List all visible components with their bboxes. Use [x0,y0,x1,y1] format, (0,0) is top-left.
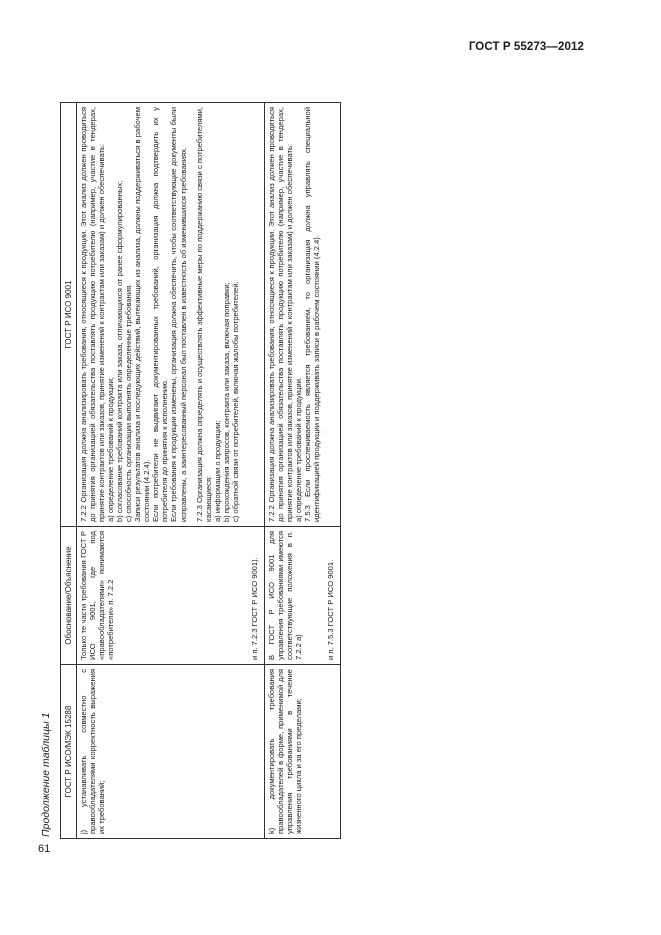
justification-text: В ГОСТ Р ИСО 9001 для управления требованиями имеются соответствующие положения в п. 7.2.2 а) [267,531,304,660]
justification-text: и п. 7.5.3 ГОСТ Р ИСО 9001. [326,559,336,660]
table-cell [77,103,265,527]
justification-text: и п. 7.2.3 ГОСТ Р ИСО 9001). [250,557,260,660]
table-cell [265,527,341,665]
clause-text: Записи результатов анализа и последующих действий, вытекающих из анализа, должны поддерживаться в рабочем состоянии (4.2.4). [133,107,152,522]
column-header: ГОСТ Р ИСО 9001 [61,103,77,527]
clause-text: b) прохождения запросов, контракта или заказа, включая поправки; [221,282,231,522]
table-cell [77,527,265,665]
table-cell [265,103,341,527]
table-cell [265,665,341,839]
document-standard-header: ГОСТ Р 55273—2012 [468,41,584,53]
column-header: Обоснование/Объяснение [61,527,77,665]
requirement-text: k) документировать требования правообладателей в форме, применимой для управления требованиями в течение жизненного цикла и за его пределами; [267,669,304,834]
column-header: ГОСТ Р ИСО/МЭК 15288 [61,665,77,839]
clause-text: a) определение требований к продукции; [106,377,116,522]
requirement-text: j) устанавливать совместно с правообладателями корректность выражения их требований; [79,669,107,834]
rotated-table-page [40,103,600,843]
table-header-row [61,103,77,839]
clause-text: Если потребители не выдвигают документированных требований, организация должна подтвердить их у потребителя до принятия к исполнению. [151,107,170,522]
clause-text: 7.5.3 Если прослеживаемость является требованием, то организация должна управлять специальной идентификацией продукции и поддерживать записи в рабочем состоянии (4.2.4). [303,107,322,522]
table-cell [77,665,265,839]
comparison-table [60,102,341,839]
clause-text: Если требования к продукции изменены, организация должна обеспечить, чтобы соответствующие документы были исправлены, а заинтересованный персонал был поставлен в известность об изменившихся требованиях. [169,107,188,522]
clause-text: 7.2.3 Организация должна определять и осуществлять эффективные меры по поддержанию связи с потребителями, касающиеся: [194,107,213,522]
table-caption: Продолжение таблицы 1 [40,712,52,837]
clause-text: b) согласование требований контракта или заказа, отличающихся от ранее сформулированных; [115,180,125,522]
clause-text: c) способность организации выполнять определенные требования. [124,283,134,522]
clause-text: 7.2.2 Организация должна анализировать требования, относящиеся к продукции. Этот анализ должен проводиться до принятия организацией обязательства поставлять продукцию потребителю (например, участие в тендерах, принятие контрактов или заказов, принятие изменений к контрактам или заказам) и должен обеспечивать: [79,107,107,522]
clause-text: c) обратной связи от потребителей, включая жалобы потребителей. [230,281,240,522]
table-row [77,103,265,839]
page-number: 61 [38,843,51,855]
clause-text: 7.2.2 Организация должна анализировать требования, относящиеся к продукции. Этот анализ должен проводиться до принятия организацией обязательства поставлять продукцию потребителю (например, участие в тендерах, принятие контрактов или заказов, принятие изменений к контрактам или заказам) и должен обеспечивать: [267,107,295,522]
justification-text: Только те части требования ГОСТ Р ИСО 9001, где под «правообладателями» понимаются «потребители» п. 7.2.2 [79,531,116,660]
clause-text: a) определение требований к продукции. [294,377,304,522]
clause-text: a) информации о продукции; [212,420,222,522]
table-row [265,103,341,839]
